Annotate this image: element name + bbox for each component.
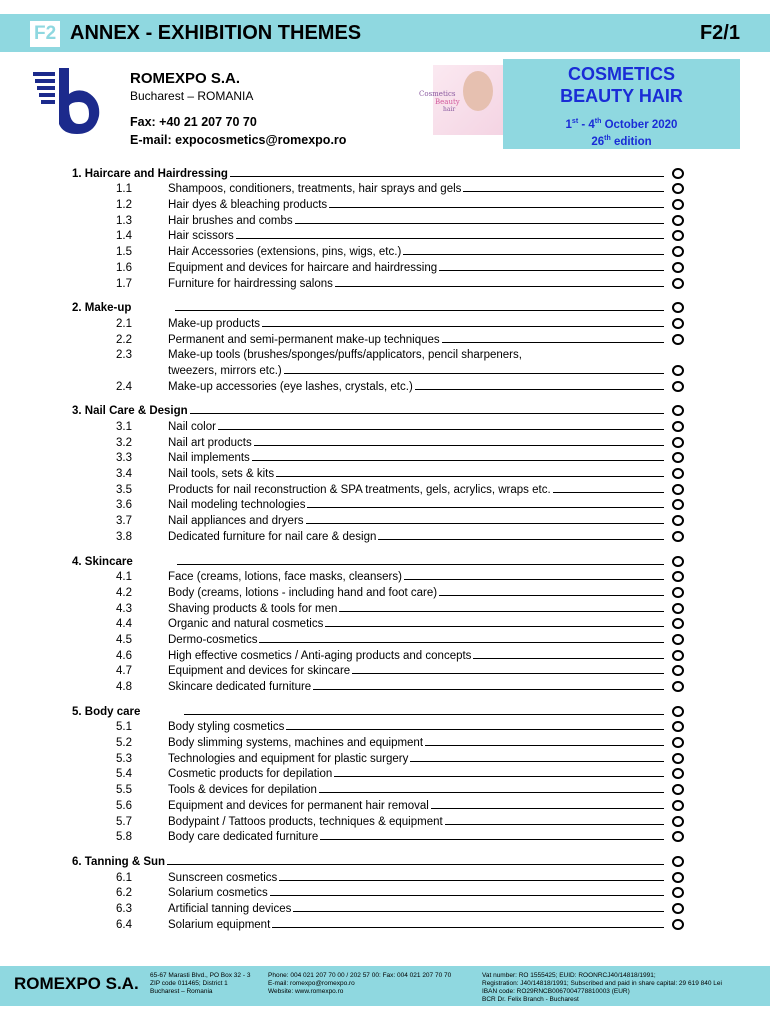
header-bar (0, 14, 770, 52)
item-checkbox[interactable] (672, 199, 684, 210)
item-label: Body (creams, lotions - including hand and foot care) (168, 586, 438, 599)
footer-legal: Vat number: RO 1555425; EUID: ROONRCJ40/14818/1991; Registration: J40/14818/1991; Subscribed and paid in share capital: 29 619 840 Lei IBAN code: RO29RNCB0067004778810003 (EUR) BCR Dr. Felix Branch - Bucharest (482, 972, 722, 1003)
list-item (72, 330, 684, 346)
list-item (72, 274, 684, 290)
page-title: ANNEX - EXHIBITION THEMES (70, 22, 362, 44)
item-number: 1.4 (116, 230, 132, 243)
item-number: 5.2 (116, 737, 132, 750)
list-item (72, 630, 684, 646)
list-item (72, 568, 684, 584)
item-checkbox[interactable] (672, 872, 684, 883)
item-label: Face (creams, lotions, face masks, cleansers) (168, 571, 402, 584)
item-number: 4.6 (116, 649, 132, 662)
item-number: 5.7 (116, 815, 132, 828)
list-item (72, 480, 684, 496)
item-checkbox[interactable] (672, 452, 684, 463)
form-code: F2 (30, 21, 60, 47)
item-label: Dermo-cosmetics (168, 633, 258, 646)
list-item (72, 258, 684, 274)
list-item (72, 812, 684, 828)
fill-line (553, 492, 664, 493)
fill-line (259, 642, 664, 643)
section-checkbox[interactable] (672, 405, 684, 416)
promo-image (419, 65, 503, 135)
theme-section (72, 702, 684, 843)
section-header (72, 402, 684, 418)
item-label: Make-up tools (brushes/sponges/puffs/applicators, pencil sharpeners, (168, 349, 522, 362)
item-number: 4.1 (116, 571, 132, 584)
item-label: Bodypaint / Tattoos products, techniques & equipment (168, 815, 443, 828)
item-number: 3.7 (116, 515, 132, 528)
item-label: Nail implements (168, 452, 250, 465)
item-number: 4.2 (116, 586, 132, 599)
fill-line (167, 864, 664, 865)
fill-line (284, 373, 664, 374)
item-checkbox[interactable] (672, 515, 684, 526)
list-item (72, 868, 684, 884)
list-item (72, 733, 684, 749)
item-number: 6.4 (116, 918, 132, 931)
list-item (72, 615, 684, 631)
item-number: 3.1 (116, 421, 132, 433)
item-number: 4.4 (116, 618, 132, 631)
fill-line (378, 539, 664, 540)
fax-number: Fax: +40 21 207 70 70 (130, 115, 257, 129)
item-label: Skincare dedicated furniture (168, 681, 312, 693)
fill-line (442, 342, 664, 343)
item-checkbox[interactable] (672, 721, 684, 732)
fill-line (306, 523, 664, 524)
footer-brand: ROMEXPO S.A. (14, 974, 139, 993)
theme-section (72, 299, 684, 393)
organizer-block (130, 70, 253, 103)
item-checkbox[interactable] (672, 381, 684, 392)
item-number: 1.1 (116, 183, 132, 196)
list-item (72, 180, 684, 196)
item-checkbox[interactable] (672, 262, 684, 273)
item-checkbox[interactable] (672, 484, 684, 495)
fill-line (218, 429, 664, 430)
item-number: 4.5 (116, 633, 132, 646)
item-label: Hair brushes and combs (168, 214, 293, 227)
item-checkbox[interactable] (672, 919, 684, 930)
footer-address: 65-67 Marasti Blvd., PO Box 32 - 3 ZIP code 011465; District 1 Bucharest – Romania (150, 972, 251, 995)
list-item (72, 314, 684, 330)
themes-list (72, 164, 684, 940)
item-number: 2.4 (116, 380, 132, 393)
event-dates: 1st - 4th October 2020 (565, 118, 678, 131)
fill-line (293, 911, 664, 912)
item-checkbox[interactable] (672, 665, 684, 676)
list-item (72, 599, 684, 615)
item-label: Permanent and semi-permanent make-up techniques (168, 333, 440, 346)
item-number: 1.5 (116, 246, 132, 259)
item-label: Furniture for hairdressing salons (168, 277, 333, 290)
theme-section (72, 552, 684, 693)
list-item (72, 915, 684, 931)
section-title: 6. Tanning & Sun (72, 855, 166, 868)
list-item (72, 527, 684, 543)
event-box (503, 59, 740, 149)
list-item (72, 583, 684, 599)
section-header (72, 702, 684, 718)
list-item (72, 828, 684, 844)
theme-section (72, 852, 684, 930)
item-label: Equipment and devices for haircare and hairdressing (168, 261, 438, 274)
section-title: 5. Body care (72, 705, 141, 718)
item-checkbox[interactable] (672, 437, 684, 448)
list-item (72, 464, 684, 480)
section-title: 3. Nail Care & Design (72, 405, 188, 418)
fill-line (463, 191, 664, 192)
fill-line (334, 776, 664, 777)
item-number: 5.8 (116, 831, 132, 844)
section-header (72, 164, 684, 180)
fill-line (236, 238, 664, 239)
item-number: 5.4 (116, 768, 132, 781)
item-label: Organic and natural cosmetics (168, 618, 324, 631)
list-item (72, 242, 684, 258)
organizer-name: ROMEXPO S.A. (130, 70, 241, 87)
promo-text-1: Cosmetics (419, 90, 456, 98)
theme-section (72, 164, 684, 290)
item-number: 1.2 (116, 199, 132, 212)
list-item (72, 346, 684, 362)
section-checkbox[interactable] (672, 706, 684, 717)
list-item-continued (72, 361, 684, 377)
event-name-line1: COSMETICS (567, 64, 675, 84)
fill-line (177, 564, 664, 565)
section-header (72, 852, 684, 868)
item-checkbox[interactable] (672, 246, 684, 257)
list-item (72, 765, 684, 781)
fill-line (439, 270, 664, 271)
item-checkbox[interactable] (672, 887, 684, 898)
item-checkbox[interactable] (672, 334, 684, 345)
item-checkbox[interactable] (672, 681, 684, 692)
fill-line (352, 673, 664, 674)
fill-line (279, 880, 664, 881)
item-number: 4.3 (116, 602, 132, 615)
item-checkbox[interactable] (672, 215, 684, 226)
item-label-continued: tweezers, mirrors etc.) (168, 364, 282, 377)
item-number: 4.7 (116, 665, 132, 678)
item-label: Shampoos, conditioners, treatments, hair sprays and gels (168, 183, 462, 196)
list-item (72, 884, 684, 900)
item-checkbox[interactable] (672, 230, 684, 241)
section-title: 4. Skincare (72, 555, 133, 568)
romexpo-logo-icon (33, 68, 103, 136)
footer (0, 966, 770, 1006)
item-number: 5.5 (116, 784, 132, 797)
item-checkbox[interactable] (672, 603, 684, 614)
item-checkbox[interactable] (672, 278, 684, 289)
list-item (72, 449, 684, 465)
item-label: Tools & devices for depilation (168, 784, 317, 797)
item-number: 4.8 (116, 681, 132, 693)
fill-line (286, 729, 664, 730)
list-item (72, 796, 684, 812)
fill-line (254, 445, 664, 446)
fill-line (445, 824, 664, 825)
section-title: 1. Haircare and Hairdressing (72, 167, 228, 180)
item-label: Equipment and devices for permanent hair removal (168, 799, 429, 812)
fill-line (415, 389, 664, 390)
item-checkbox[interactable] (672, 499, 684, 510)
item-label: Nail appliances and dryers (168, 515, 304, 528)
list-item (72, 749, 684, 765)
event-name-line2: BEAUTY HAIR (560, 86, 683, 106)
list-item (72, 227, 684, 243)
list-item (72, 780, 684, 796)
item-number: 3.6 (116, 499, 132, 512)
item-checkbox[interactable] (672, 365, 684, 376)
item-checkbox[interactable] (672, 587, 684, 598)
item-checkbox[interactable] (672, 571, 684, 582)
item-number: 3.3 (116, 452, 132, 465)
list-item (72, 433, 684, 449)
list-item (72, 662, 684, 678)
item-number: 1.6 (116, 261, 132, 274)
item-label: Sunscreen cosmetics (168, 871, 278, 884)
item-number: 5.1 (116, 721, 132, 734)
item-checkbox[interactable] (672, 318, 684, 329)
fill-line (252, 460, 664, 461)
fill-line (276, 476, 664, 477)
fill-line (320, 839, 664, 840)
model-face-image (463, 71, 493, 111)
item-label: Shaving products & tools for men (168, 602, 338, 615)
fill-line (190, 413, 664, 414)
section-checkbox[interactable] (672, 168, 684, 179)
item-checkbox[interactable] (672, 768, 684, 779)
fill-line (431, 808, 664, 809)
fill-line (313, 689, 664, 690)
item-checkbox[interactable] (672, 634, 684, 645)
item-number: 5.3 (116, 752, 132, 765)
item-label: Solarium equipment (168, 918, 271, 931)
promo-text-2: Beauty (435, 98, 460, 106)
item-checkbox[interactable] (672, 468, 684, 479)
fill-line (339, 611, 664, 612)
fill-line (184, 714, 664, 715)
item-label: Body styling cosmetics (168, 721, 285, 734)
item-checkbox[interactable] (672, 753, 684, 764)
list-item (72, 899, 684, 915)
footer-contact: Phone: 004 021 207 70 00 / 202 57 00: Fax: 004 021 207 70 70 E-mail: romexpo@romexpo.ro Website: www.romexpo.ro (268, 972, 452, 995)
item-checkbox[interactable] (672, 903, 684, 914)
item-number: 1.7 (116, 277, 132, 290)
item-label: Make-up products (168, 317, 261, 330)
promo-text-3: hair (443, 106, 456, 113)
item-label: Dedicated furniture for nail care & design (168, 530, 377, 543)
list-item (72, 677, 684, 693)
item-checkbox[interactable] (672, 618, 684, 629)
fill-line (230, 176, 664, 177)
item-checkbox[interactable] (672, 816, 684, 827)
page-number: F2/1 (699, 22, 740, 44)
item-number: 2.1 (116, 317, 132, 330)
fill-line (272, 927, 664, 928)
contact-block (130, 113, 346, 149)
section-checkbox[interactable] (672, 856, 684, 867)
fill-line (329, 207, 664, 208)
section-header (72, 552, 684, 568)
item-checkbox[interactable] (672, 531, 684, 542)
organizer-city: Bucharest – ROMANIA (130, 89, 254, 103)
item-number: 5.6 (116, 799, 132, 812)
item-label: High effective cosmetics / Anti-aging products and concepts (168, 649, 472, 662)
list-item (72, 718, 684, 734)
list-item (72, 211, 684, 227)
list-item (72, 646, 684, 662)
item-number: 3.4 (116, 468, 132, 481)
item-label: Products for nail reconstruction & SPA treatments, gels, acrylics, wraps etc. (168, 483, 551, 496)
list-item (72, 496, 684, 512)
list-item (72, 511, 684, 527)
fill-line (439, 595, 664, 596)
item-label: Body care dedicated furniture (168, 831, 319, 844)
item-label: Nail modeling technologies (168, 499, 306, 512)
item-checkbox[interactable] (672, 183, 684, 194)
section-checkbox[interactable] (672, 302, 684, 313)
item-label: Cosmetic products for depilation (168, 768, 333, 781)
fill-line (404, 579, 664, 580)
fill-line (403, 254, 664, 255)
item-label: Artificial tanning devices (168, 902, 292, 915)
fill-line (175, 310, 664, 311)
list-item (72, 195, 684, 211)
item-number: 6.2 (116, 887, 132, 900)
fill-line (270, 895, 664, 896)
fill-line (335, 286, 664, 287)
fill-line (307, 507, 664, 508)
fill-line (425, 745, 664, 746)
fill-line (325, 626, 664, 627)
item-label: Body slimming systems, machines and equipment (168, 737, 424, 750)
email-address: E-mail: expocosmetics@romexpo.ro (130, 133, 347, 147)
item-number: 3.2 (116, 436, 132, 449)
item-label: Nail color (168, 421, 216, 433)
item-label: Hair scissors (168, 230, 234, 243)
item-checkbox[interactable] (672, 831, 684, 842)
fill-line (473, 658, 664, 659)
fill-line (262, 326, 664, 327)
fill-line (410, 761, 664, 762)
fill-line (295, 223, 664, 224)
item-checkbox[interactable] (672, 737, 684, 748)
item-number: 6.1 (116, 871, 132, 884)
item-label: Hair Accessories (extensions, pins, wigs, etc.) (168, 246, 402, 259)
section-checkbox[interactable] (672, 556, 684, 567)
item-number: 3.8 (116, 530, 132, 543)
item-checkbox[interactable] (672, 650, 684, 661)
item-label: Equipment and devices for skincare (168, 665, 351, 678)
list-item (72, 417, 684, 433)
item-checkbox[interactable] (672, 421, 684, 432)
item-number: 1.3 (116, 214, 132, 227)
list-item (72, 377, 684, 393)
item-label: Hair dyes & bleaching products (168, 199, 328, 212)
item-number: 2.2 (116, 333, 132, 346)
item-number: 2.3 (116, 349, 132, 362)
item-label: Solarium cosmetics (168, 887, 268, 900)
section-header (72, 299, 684, 315)
item-label: Make-up accessories (eye lashes, crystals, etc.) (168, 380, 413, 393)
fill-line (319, 792, 664, 793)
item-checkbox[interactable] (672, 784, 684, 795)
item-checkbox[interactable] (672, 800, 684, 811)
theme-section (72, 402, 684, 543)
section-title: 2. Make-up (72, 302, 132, 315)
item-number: 3.5 (116, 483, 132, 496)
item-label: Nail tools, sets & kits (168, 468, 275, 481)
item-number: 6.3 (116, 902, 132, 915)
event-edition: 26th edition (591, 134, 652, 148)
item-label: Nail art products (168, 436, 252, 449)
item-label: Technologies and equipment for plastic surgery (168, 752, 409, 765)
